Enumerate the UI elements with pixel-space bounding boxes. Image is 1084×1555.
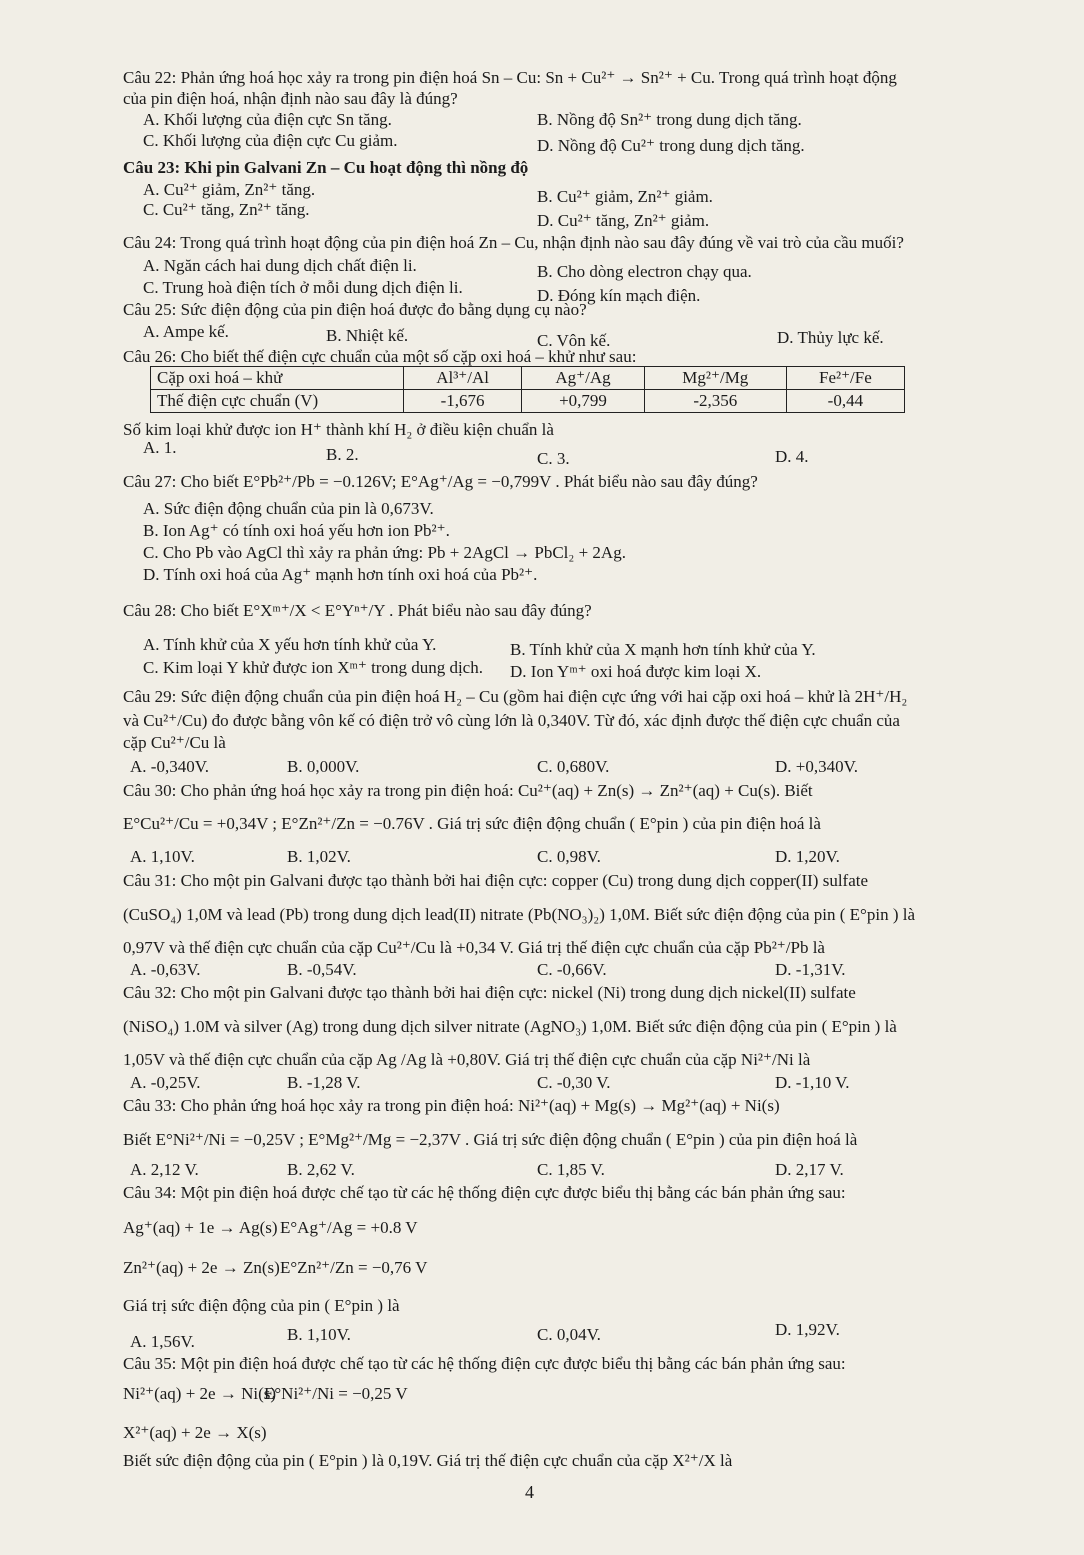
q32-option-c: C. -0,30 V. (537, 1073, 611, 1092)
q33-option-a: A. 2,12 V. (130, 1160, 199, 1179)
q31-stem3: 0,97V và thế điện cực chuẩn của cặp Cu²⁺/Cu là +0,34 V. Giá trị thế điện cực chuẩn của cặp Pb²⁺/Pb là (123, 938, 825, 957)
q32-stem3: 1,05V và thế điện cực chuẩn của cặp Ag /Ag là +0,80V. Giá trị thế điện cực chuẩn của cặp Ni²⁺/Ni là (123, 1050, 811, 1069)
q22-option-a: A. Khối lượng của điện cực Sn tăng. (143, 110, 392, 129)
table-cell: Al³⁺/Al (404, 367, 522, 390)
table-cell: +0,799 (522, 390, 645, 413)
q30-option-c: C. 0,98V. (537, 847, 601, 866)
q23-option-a: A. Cu²⁺ giảm, Zn²⁺ tăng. (143, 180, 316, 199)
q31-option-b: B. -0,54V. (287, 960, 357, 979)
q29-option-b: B. 0,000V. (287, 757, 360, 776)
q35-ask: Biết sức điện động của pin ( E°pin ) là 0,19V. Giá trị thế điện cực chuẩn của cặp X²⁺/X là (123, 1451, 733, 1470)
q29-option-d: D. +0,340V. (775, 757, 858, 776)
q27-option-c: C. Cho Pb vào AgCl thì xảy ra phản ứng: Pb + 2AgCl → PbCl₂ + 2Ag. (143, 543, 626, 562)
q31-option-d: D. -1,31V. (775, 960, 846, 979)
q26-option-a: A. 1. (143, 438, 177, 457)
q29-option-a: A. -0,340V. (130, 757, 210, 776)
q33-option-d: D. 2,17 V. (775, 1160, 844, 1179)
q25-option-d: D. Thủy lực kế. (777, 328, 884, 347)
table-cell: Ag⁺/Ag (522, 367, 645, 390)
q23-option-c: C. Cu²⁺ tăng, Zn²⁺ tăng. (143, 200, 310, 219)
q28-option-b: B. Tính khử của X mạnh hơn tính khử của Y. (510, 640, 816, 659)
q26-option-d: D. 4. (775, 447, 809, 466)
q34-reaction-1: Ag⁺(aq) + 1e → Ag(s) (123, 1218, 278, 1237)
q29-stem: Câu 29: Sức điện động chuẩn của pin điện hoá H₂ – Cu (gồm hai điện cực ứng với hai cặp oxi hoá – khử là 2H⁺/H₂ (123, 687, 908, 706)
page-number: 4 (525, 1482, 534, 1502)
q34-ask: Giá trị sức điện động của pin ( E°pin ) là (123, 1296, 400, 1315)
q34-reaction-2: Zn²⁺(aq) + 2e → Zn(s) (123, 1258, 280, 1277)
q26-stem: Câu 26: Cho biết thế điện cực chuẩn của một số cặp oxi hoá – khử như sau: (123, 347, 637, 366)
q26-option-b: B. 2. (326, 445, 359, 464)
q24-option-d: D. Đóng kín mạch điện. (537, 286, 701, 305)
q35-stem: Câu 35: Một pin điện hoá được chế tạo từ các hệ thống điện cực được biểu thị bằng các bán phản ứng sau: (123, 1354, 846, 1373)
q27-option-b: B. Ion Ag⁺ có tính oxi hoá yếu hơn ion Pb²⁺. (143, 521, 450, 540)
q25-option-a: A. Ampe kế. (143, 322, 229, 341)
q34-option-d: D. 1,92V. (775, 1320, 840, 1339)
q31-stem2: (CuSO₄) 1,0M và lead (Pb) trong dung dịch lead(II) nitrate (Pb(NO₃)₂) 1,0M. Biết sức điện động của pin ( E°pin ) là (123, 905, 916, 924)
q30-option-b: B. 1,02V. (287, 847, 351, 866)
table-cell: -0,44 (786, 390, 904, 413)
q30-stem2: E°Cu²⁺/Cu = +0,34V ; E°Zn²⁺/Zn = −0.76V . Giá trị sức điện động chuẩn ( E°pin ) của pin điện hoá là (123, 814, 821, 833)
q33-stem: Câu 33: Cho phản ứng hoá học xảy ra trong pin điện hoá: Ni²⁺(aq) + Mg(s) → Mg²⁺(aq) + Ni(s) (123, 1096, 780, 1115)
q28-option-c: C. Kim loại Y khử được ion Xᵐ⁺ trong dung dịch. (143, 658, 483, 677)
table-cell: Cặp oxi hoá – khử (151, 367, 404, 390)
q35-potential-1: E°Ni²⁺/Ni = −0,25 V (264, 1384, 408, 1403)
q24-option-a: A. Ngăn cách hai dung dịch chất điện li. (143, 256, 417, 275)
q29-option-c: C. 0,680V. (537, 757, 610, 776)
q22-option-d: D. Nồng độ Cu²⁺ trong dung dịch tăng. (537, 136, 805, 155)
q34-option-b: B. 1,10V. (287, 1325, 351, 1344)
q22-option-c: C. Khối lượng của điện cực Cu giảm. (143, 131, 398, 150)
q35-reaction-2: X²⁺(aq) + 2e → X(s) (123, 1423, 267, 1442)
q32-option-b: B. -1,28 V. (287, 1073, 361, 1092)
q33-stem2: Biết E°Ni²⁺/Ni = −0,25V ; E°Mg²⁺/Mg = −2,37V . Giá trị sức điện động chuẩn ( E°pin ) của pin điện hoá là (123, 1130, 858, 1149)
q32-option-a: A. -0,25V. (130, 1073, 201, 1092)
q23-option-d: D. Cu²⁺ tăng, Zn²⁺ giảm. (537, 211, 710, 230)
q27-option-a: A. Sức điện động chuẩn của pin là 0,673V. (143, 499, 434, 518)
q24-option-b: B. Cho dòng electron chạy qua. (537, 262, 752, 281)
q34-option-a: A. 1,56V. (130, 1332, 195, 1351)
table-row (151, 367, 905, 390)
q26-option-c: C. 3. (537, 449, 570, 468)
q28-stem: Câu 28: Cho biết E°Xᵐ⁺/X < E°Yⁿ⁺/Y . Phát biểu nào sau đây đúng? (123, 601, 592, 620)
q31-option-a: A. -0,63V. (130, 960, 201, 979)
q25-stem: Câu 25: Sức điện động của pin điện hoá được đo bằng dụng cụ nào? (123, 300, 587, 319)
q34-option-c: C. 0,04V. (537, 1325, 601, 1344)
table-cell: -2,356 (644, 390, 786, 413)
q22-stem: Câu 22: Phản ứng hoá học xảy ra trong pin điện hoá Sn – Cu: Sn + Cu²⁺ → Sn²⁺ + Cu. Trong quá trình hoạt động (123, 68, 897, 87)
table-cell: -1,676 (404, 390, 522, 413)
q27-stem: Câu 27: Cho biết E°Pb²⁺/Pb = −0.126V; E°Ag⁺/Ag = −0,799V . Phát biểu nào sau đây đúng? (123, 472, 758, 491)
q30-option-d: D. 1,20V. (775, 847, 840, 866)
table-cell: Mg²⁺/Mg (644, 367, 786, 390)
q25-option-c: C. Vôn kế. (537, 331, 611, 350)
q24-stem: Câu 24: Trong quá trình hoạt động của pin điện hoá Zn – Cu, nhận định nào sau đây đúng về vai trò của cầu muối? (123, 233, 904, 252)
q32-stem: Câu 32: Cho một pin Galvani được tạo thành bởi hai điện cực: nickel (Ni) trong dung dịch nickel(II) sulfate (123, 983, 856, 1002)
q34-potential-1: E°Ag⁺/Ag = +0.8 V (280, 1218, 418, 1237)
q30-stem: Câu 30: Cho phản ứng hoá học xảy ra trong pin điện hoá: Cu²⁺(aq) + Zn(s) → Zn²⁺(aq) + Cu(s). Biết (123, 781, 813, 800)
q32-stem2: (NiSO₄) 1.0M và silver (Ag) trong dung dịch silver nitrate (AgNO₃) 1,0M. Biết sức điện động của pin ( E°pin ) là (123, 1017, 897, 1036)
q29-stem2: và Cu²⁺/Cu) đo được bằng vôn kế có điện trở vô cùng lớn là 0,340V. Từ đó, xác định được thế điện cực chuẩn của (123, 711, 900, 730)
q30-option-a: A. 1,10V. (130, 847, 195, 866)
q27-option-d: D. Tính oxi hoá của Ag⁺ mạnh hơn tính oxi hoá của Pb²⁺. (143, 565, 538, 584)
q26-after: Số kim loại khử được ion H⁺ thành khí H₂ ở điều kiện chuẩn là (123, 420, 554, 439)
table-cell: Fe²⁺/Fe (786, 367, 904, 390)
q23-option-b: B. Cu²⁺ giảm, Zn²⁺ giảm. (537, 187, 713, 206)
q33-option-b: B. 2,62 V. (287, 1160, 355, 1179)
q32-option-d: D. -1,10 V. (775, 1073, 850, 1092)
q29-stem3: cặp Cu²⁺/Cu là (123, 733, 226, 752)
q34-stem: Câu 34: Một pin điện hoá được chế tạo từ các hệ thống điện cực được biểu thị bằng các bán phản ứng sau: (123, 1183, 846, 1202)
q28-option-d: D. Ion Yᵐ⁺ oxi hoá được kim loại X. (510, 662, 762, 681)
table-cell: Thế điện cực chuẩn (V) (151, 390, 404, 413)
q35-reaction-1: Ni²⁺(aq) + 2e → Ni(s) (123, 1384, 277, 1403)
q25-option-b: B. Nhiệt kế. (326, 326, 409, 345)
q22-option-b: B. Nồng độ Sn²⁺ trong dung dịch tăng. (537, 110, 802, 129)
potential-table (150, 366, 905, 413)
q31-stem: Câu 31: Cho một pin Galvani được tạo thành bởi hai điện cực: copper (Cu) trong dung dịch copper(II) sulfate (123, 871, 869, 890)
table-row (151, 390, 905, 413)
q24-option-c: C. Trung hoà điện tích ở mỗi dung dịch điện li. (143, 278, 463, 297)
q33-option-c: C. 1,85 V. (537, 1160, 605, 1179)
q23-stem: Câu 23: Khi pin Galvani Zn – Cu hoạt động thì nồng độ (123, 158, 529, 177)
q28-option-a: A. Tính khử của X yếu hơn tính khử của Y. (143, 635, 437, 654)
q34-potential-2: E°Zn²⁺/Zn = −0,76 V (280, 1258, 428, 1277)
q31-option-c: C. -0,66V. (537, 960, 607, 979)
q22-stem2: của pin điện hoá, nhận định nào sau đây là đúng? (123, 89, 458, 108)
